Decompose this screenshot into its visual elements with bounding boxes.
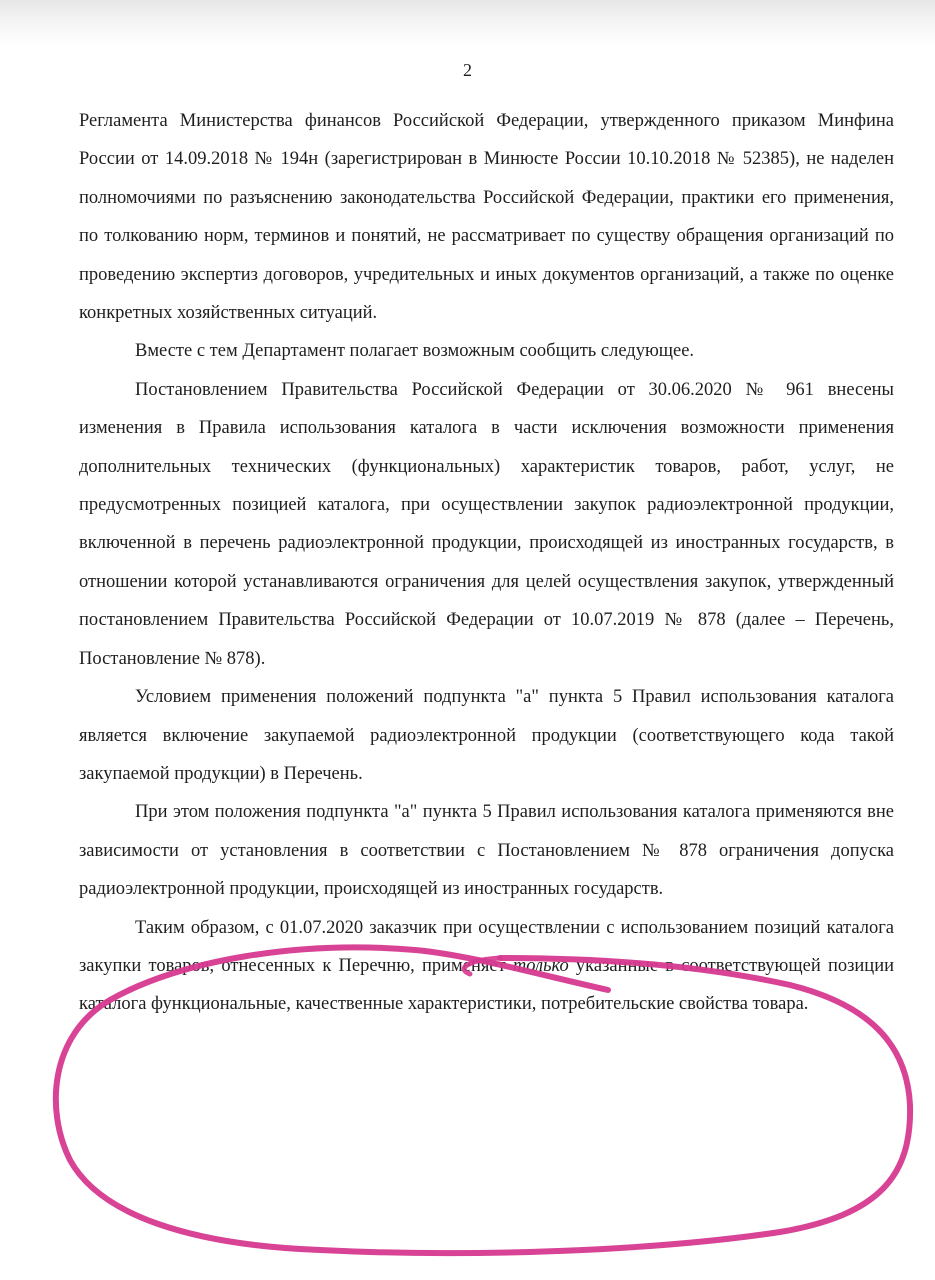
paragraph-conclusion: [79, 909, 894, 1024]
paragraph-continuation: Регламента Министерства финансов Российской Федерации, утвержденного приказом Минфина России от 14.09.2018 № 194н (зарегистрирован в Минюсте России 10.10.2018 № 52385), не наделен полномочиями по разъяснению законодательства Российской Федерации, практики его применения, по толкованию норм, терминов и понятий, не рассматривает по существу обращения организаций по проведению экспертиз договоров, учредительных и иных документов организаций, а также по оценке конкретных хозяйственных ситуаций.: [79, 111, 894, 324]
paragraph-resolution: Постановлением Правительства Российской Федерации от 30.06.2020 № 961 внесены изменения в Правила использования каталога в части исключения возможности применения дополнительных технических (функциональных) характеристик товаров, работ, услуг, не предусмотренных позицией каталога, при осуществлении закупок радиоэлектронной продукции, включенной в перечень радиоэлектронной продукции, происходящей из иностранных государств, в отношении которой устанавливаются ограничения для целей осуществления закупок, утвержденный постановлением Правительства Российской Федерации от 10.07.2019 № 878 (далее – Перечень, Постановление № 878).: [79, 379, 894, 669]
conclusion-text-start: Таким образом, с 01.07.2020 заказчик при осуществлении с использованием позиций каталога закупки товаров, отнесенных к Перечню, применяет: [79, 917, 894, 976]
letter-body: [79, 102, 894, 1024]
page-number: 2: [463, 60, 472, 80]
page-top-shadow: [0, 0, 935, 46]
conclusion-text-end: указанные в соответствующей позиции каталога функциональные, качественные характеристики, потребительские свойства товара.: [79, 955, 895, 1015]
paragraph-condition: Условием применения положений подпункта "а" пункта 5 Правил использования каталога является включение закупаемой радиоэлектронной продукции (соответствующего кода такой закупаемой продукции) в Перечень.: [79, 687, 894, 784]
paragraph-intro: Вместе с тем Департамент полагает возможным сообщить следующее.: [135, 341, 695, 362]
paragraph-note: При этом положения подпункта "а" пункта 5 Правил использования каталога применяются вне зависимости от установления в соответствии с Постановлением № 878 ограничения допуска радиоэлектронной продукции, происходящей из иностранных государств.: [79, 802, 894, 900]
emphasis-only: только: [512, 955, 569, 976]
